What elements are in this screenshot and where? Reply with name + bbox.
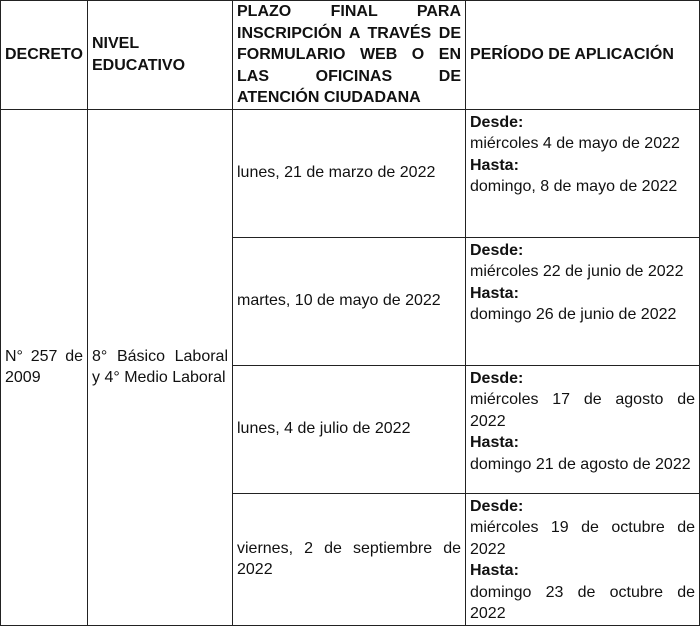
header-nivel-educativo: NIVEL EDUCATIVO — [88, 1, 233, 110]
desde-date: miércoles 4 de mayo de 2022 — [470, 135, 680, 152]
hasta-date: domingo 26 de junio de 2022 — [470, 306, 677, 323]
hasta-date: domingo, 8 de mayo de 2022 — [470, 178, 678, 195]
header-row — [1, 1, 700, 110]
periodo-cell — [466, 365, 700, 493]
header-periodo-aplicacion: PERÍODO DE APLICACIÓN — [466, 1, 700, 110]
plazo-cell: martes, 10 de mayo de 2022 — [233, 237, 466, 365]
desde-date: miércoles 22 de junio de 2022 — [470, 263, 684, 280]
periodo-cell — [466, 237, 700, 365]
desde-label: Desde: — [470, 369, 524, 387]
plazo-cell: lunes, 21 de marzo de 2022 — [233, 109, 466, 237]
hasta-label: Hasta: — [470, 284, 519, 302]
desde-date: miércoles 19 de octubre de 2022 — [470, 519, 695, 558]
desde-label: Desde: — [470, 497, 524, 515]
desde-label: Desde: — [470, 241, 524, 259]
hasta-label: Hasta: — [470, 434, 519, 451]
header-decreto: DECRETO — [1, 1, 88, 110]
decreto-cell: N° 257 de 2009 — [1, 109, 88, 625]
plazo-cell: viernes, 2 de septiembre de 2022 — [233, 493, 466, 625]
desde-date: miércoles 17 de agosto de 2022 — [470, 391, 695, 430]
desde-label: Desde: — [470, 113, 524, 131]
hasta-label: Hasta: — [470, 562, 519, 579]
periodo-cell — [466, 109, 700, 237]
nivel-educativo-cell: 8° Básico Laboral y 4° Medio Laboral — [88, 109, 233, 625]
hasta-date: domingo 21 de agosto de 2022 — [470, 455, 691, 473]
header-plazo-final: PLAZO FINAL PARA INSCRIPCIÓN A TRAVÉS DE FORMULARIO WEB O EN LAS OFICINAS DE ATENCIÓN CIUDADANA — [233, 1, 466, 110]
plazo-cell: lunes, 4 de julio de 2022 — [233, 365, 466, 493]
table-row — [1, 109, 700, 237]
hasta-label: Hasta: — [470, 156, 519, 174]
hasta-date: domingo 23 de octubre de 2022 — [470, 583, 695, 622]
periodo-cell — [466, 493, 700, 625]
